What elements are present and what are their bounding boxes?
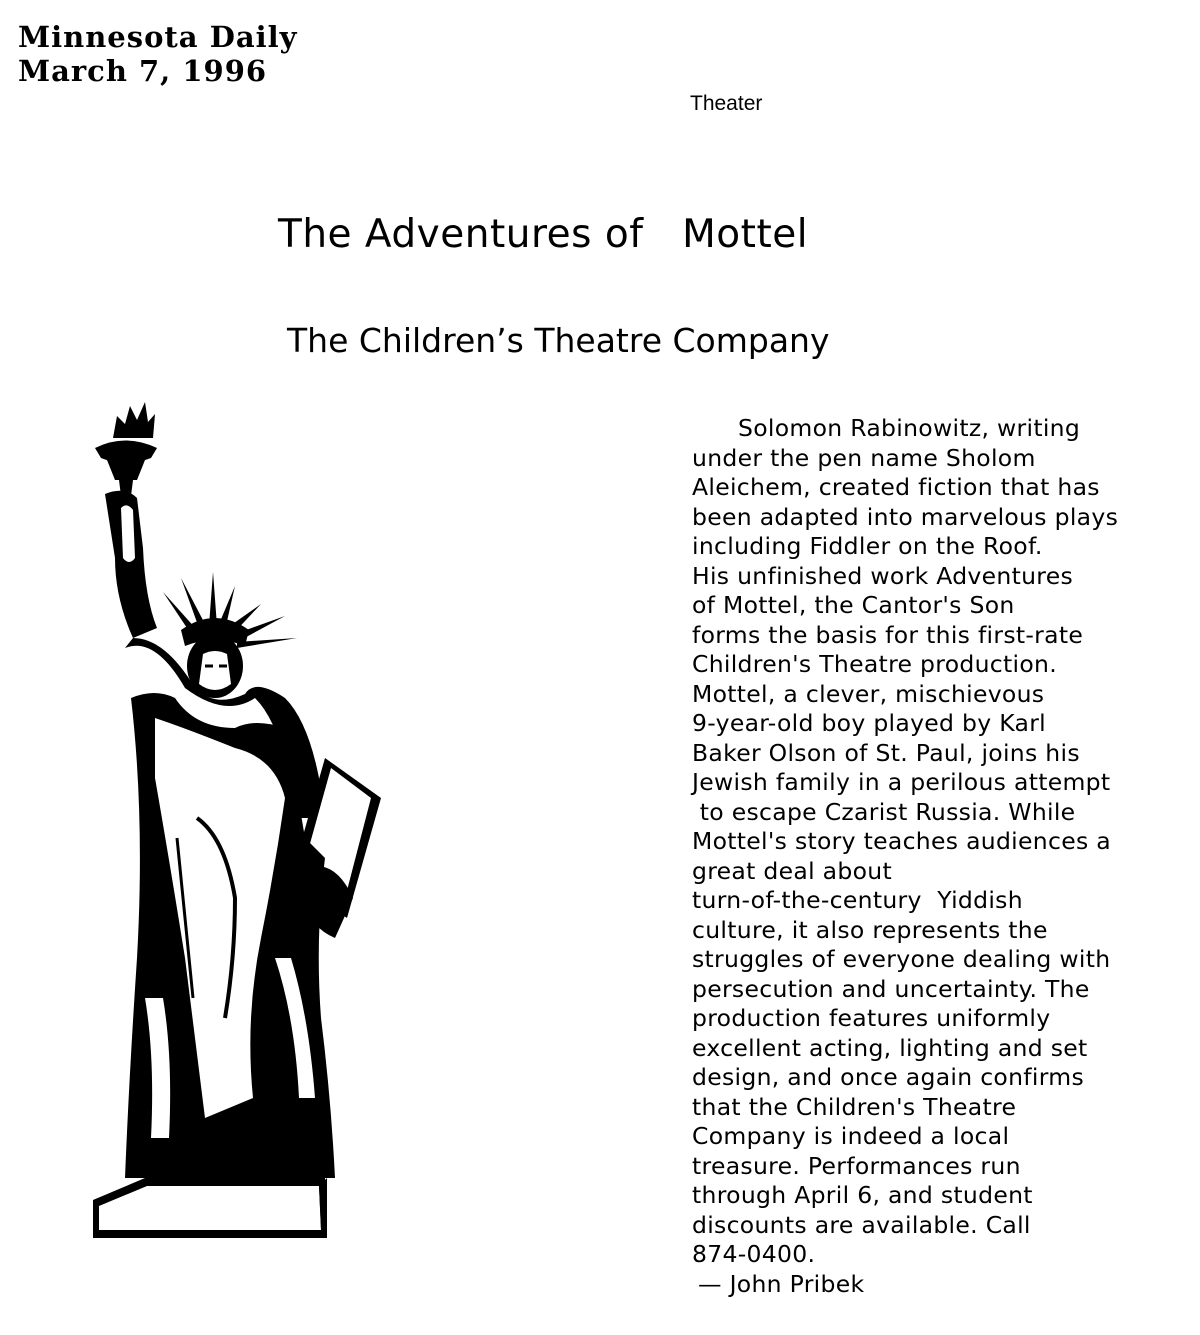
review-subtitle: The Children’s Theatre Company	[287, 321, 830, 360]
article-line: 9-year-old boy played by Karl	[692, 709, 1047, 737]
article-line: Aleichem, created fiction that has	[692, 473, 1100, 501]
article-line: treasure. Performances run	[692, 1151, 1021, 1180]
review-title: The Adventures of Mottel	[278, 212, 809, 257]
article-line: Solomon Rabinowitz, writing	[738, 414, 1081, 442]
section-label: Theater	[690, 92, 763, 115]
masthead	[18, 20, 298, 88]
article-line: design, and once again confirms	[692, 1063, 1084, 1091]
article-line: Jewish family in a perilous attempt	[692, 768, 1111, 796]
article-line: forms the basis for this first-rate	[692, 620, 1084, 649]
byline: — John Pribek	[698, 1269, 865, 1298]
article-line: Mottel, a clever, mischievous	[692, 679, 1045, 708]
article-line: Company is indeed a local	[692, 1122, 1010, 1150]
article-line: under the pen name Sholom	[692, 443, 1036, 472]
article-line: been adapted into marvelous plays	[692, 502, 1119, 531]
article-line: discounts are available. Call	[692, 1210, 1031, 1239]
article-line: Mottel's story teaches audiences a	[692, 827, 1111, 855]
statue-of-liberty-icon	[85, 398, 385, 1238]
article-line: 874-0400.	[692, 1240, 816, 1268]
article-line: to escape Czarist Russia. While	[692, 797, 1076, 826]
article-line: persecution and uncertainty. The	[692, 974, 1090, 1003]
article-line: turn-of-the-century Yiddish	[692, 886, 1023, 914]
article-line: Children's Theatre production.	[692, 650, 1057, 678]
article-line: that the Children's Theatre	[692, 1092, 1017, 1121]
article-line: including Fiddler on the Roof.	[692, 532, 1043, 560]
publication-name: Minnesota Daily	[18, 20, 298, 54]
article-line: production features uniformly	[692, 1004, 1051, 1032]
article-line: of Mottel, the Cantor's Son	[692, 591, 1015, 619]
article-line: excellent acting, lighting and set	[692, 1033, 1088, 1062]
publication-date: March 7, 1996	[18, 54, 268, 88]
article-line: culture, it also represents the	[692, 915, 1048, 944]
article-line: struggles of everyone dealing with	[692, 945, 1111, 973]
article-line: His unfinished work Adventures	[692, 561, 1074, 590]
article-line: through April 6, and student	[692, 1181, 1033, 1209]
article-line: Baker Olson of St. Paul, joins his	[692, 738, 1080, 767]
article-line: great deal about	[692, 856, 892, 885]
review-body	[692, 414, 1192, 1299]
